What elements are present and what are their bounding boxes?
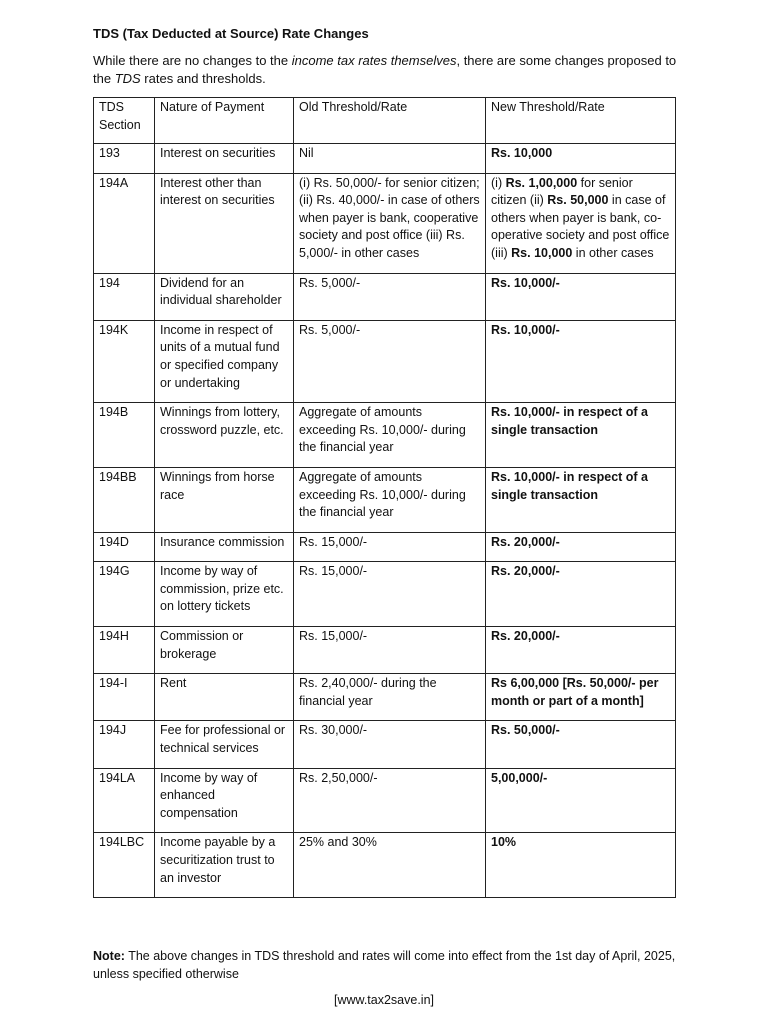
cell-new-threshold <box>486 562 676 627</box>
cell-new-threshold <box>486 674 676 721</box>
table-header-row <box>94 98 676 144</box>
table-row <box>94 320 676 402</box>
new-threshold-text: 10% <box>491 835 517 850</box>
new-threshold-text: Rs. 50,000 <box>547 193 609 208</box>
cell-nature-of-payment: Dividend for an individual shareholder <box>155 273 294 320</box>
new-threshold-text: Rs. 50,000/- <box>491 723 560 738</box>
new-threshold-text: 5,00,000/- <box>491 770 548 785</box>
table-row <box>94 721 676 768</box>
table-row <box>94 833 676 898</box>
cell-nature-of-payment: Income by way of enhanced compensation <box>155 768 294 833</box>
cell-tds-section: 194A <box>94 173 155 273</box>
table-body <box>94 144 676 898</box>
header-tds-section: TDS Section <box>94 98 155 144</box>
cell-tds-section: 193 <box>94 144 155 174</box>
table-row <box>94 403 676 468</box>
table-row <box>94 273 676 320</box>
new-threshold-text: for senior citizen (ii) <box>491 175 633 208</box>
tds-rate-table <box>93 97 676 898</box>
header-nature-of-payment: Nature of Payment <box>155 98 294 144</box>
source-link[interactable]: [www.tax2save.in] <box>333 993 435 1007</box>
new-threshold-text: Rs. 10,000 <box>511 245 573 260</box>
table-row <box>94 768 676 833</box>
intro-paragraph <box>93 52 683 87</box>
new-threshold-text: Rs. 20,000/- <box>491 564 560 579</box>
cell-tds-section: 194B <box>94 403 155 468</box>
cell-old-threshold: Aggregate of amounts exceeding Rs. 10,000/- during the financial year <box>294 403 486 468</box>
cell-nature-of-payment: Insurance commission <box>155 532 294 562</box>
new-threshold-text: Rs. 1,00,000 <box>505 175 578 190</box>
header-old-threshold: Old Threshold/Rate <box>294 98 486 144</box>
cell-old-threshold: Rs. 15,000/- <box>294 562 486 627</box>
new-threshold-text: in other cases <box>572 245 654 260</box>
cell-new-threshold <box>486 627 676 674</box>
cell-old-threshold: Rs. 30,000/- <box>294 721 486 768</box>
table-row <box>94 674 676 721</box>
cell-tds-section: 194H <box>94 627 155 674</box>
new-threshold-text: Rs. 20,000/- <box>491 534 560 549</box>
new-threshold-text: (i) <box>491 175 506 190</box>
cell-new-threshold <box>486 273 676 320</box>
cell-tds-section: 194J <box>94 721 155 768</box>
table-row <box>94 627 676 674</box>
cell-old-threshold: (i) Rs. 50,000/- for senior citizen; (ii) Rs. 40,000/- in case of others when payer is bank, cooperative society and post office (iii) Rs. 5,000/- in other cases <box>294 173 486 273</box>
intro-emphasis-1: income tax rates themselves <box>291 53 457 68</box>
cell-nature-of-payment: Income payable by a securitization trust to an investor <box>155 833 294 898</box>
intro-text-3: rates and thresholds. <box>140 70 266 86</box>
cell-nature-of-payment: Interest on securities <box>155 144 294 174</box>
new-threshold-text: Rs 6,00,000 [Rs. 50,000/- per month or part of a month] <box>491 676 659 708</box>
table-row <box>94 532 676 562</box>
cell-new-threshold <box>486 173 676 273</box>
cell-old-threshold: Rs. 15,000/- <box>294 532 486 562</box>
new-threshold-text: Rs. 10,000 <box>491 146 553 160</box>
note-text: The above changes in TDS threshold and rates will come into effect from the 1st day of April, 2025, unless specified otherwise <box>93 949 676 981</box>
cell-nature-of-payment: Income in respect of units of a mutual fund or specified company or undertaking <box>155 320 294 402</box>
cell-nature-of-payment: Winnings from horse race <box>155 467 294 532</box>
new-threshold-text: Rs. 10,000/- <box>491 275 560 290</box>
footnote <box>93 948 683 983</box>
new-threshold-text: Rs. 20,000/- <box>491 629 560 644</box>
cell-new-threshold <box>486 467 676 532</box>
cell-tds-section: 194-I <box>94 674 155 721</box>
table-row <box>94 562 676 627</box>
cell-new-threshold <box>486 403 676 468</box>
table-row <box>94 467 676 532</box>
cell-nature-of-payment: Rent <box>155 674 294 721</box>
cell-tds-section: 194BB <box>94 467 155 532</box>
new-threshold-text: Rs. 10,000/- <box>491 322 560 337</box>
new-threshold-text: Rs. 10,000/- in respect of a single transaction <box>491 405 649 437</box>
page-title: TDS (Tax Deducted at Source) Rate Changes <box>93 26 369 41</box>
cell-old-threshold: Rs. 15,000/- <box>294 627 486 674</box>
intro-emphasis-2: TDS <box>114 70 141 86</box>
cell-old-threshold: 25% and 30% <box>294 833 486 898</box>
cell-tds-section: 194K <box>94 320 155 402</box>
cell-old-threshold: Nil <box>294 144 486 174</box>
cell-old-threshold: Rs. 2,50,000/- <box>294 768 486 833</box>
cell-old-threshold: Rs. 2,40,000/- during the financial year <box>294 674 486 721</box>
cell-new-threshold <box>486 768 676 833</box>
cell-tds-section: 194G <box>94 562 155 627</box>
table-row <box>94 173 676 273</box>
cell-tds-section: 194D <box>94 532 155 562</box>
cell-nature-of-payment: Winnings from lottery, crossword puzzle, etc. <box>155 403 294 468</box>
cell-old-threshold: Rs. 5,000/- <box>294 320 486 402</box>
cell-old-threshold: Aggregate of amounts exceeding Rs. 10,000/- during the financial year <box>294 467 486 532</box>
intro-text-2: , there are some changes proposed to the <box>93 53 677 86</box>
note-label: Note: <box>93 949 125 963</box>
cell-tds-section: 194 <box>94 273 155 320</box>
new-threshold-text: in case of others when payer is bank, co-operative society and post office (iii) <box>491 193 670 260</box>
cell-tds-section: 194LBC <box>94 833 155 898</box>
cell-old-threshold: Rs. 5,000/- <box>294 273 486 320</box>
cell-new-threshold <box>486 144 676 174</box>
header-new-threshold: New Threshold/Rate <box>486 98 676 144</box>
intro-text-1: While there are no changes to the <box>93 53 292 68</box>
new-threshold-text: Rs. 10,000/- in respect of a single transaction <box>491 469 649 502</box>
cell-new-threshold <box>486 532 676 562</box>
table-row <box>94 144 676 174</box>
cell-nature-of-payment: Income by way of commission, prize etc. on lottery tickets <box>155 562 294 627</box>
cell-nature-of-payment: Interest other than interest on securities <box>155 173 294 273</box>
cell-tds-section: 194LA <box>94 768 155 833</box>
cell-new-threshold <box>486 320 676 402</box>
cell-nature-of-payment: Fee for professional or technical services <box>155 721 294 768</box>
cell-new-threshold <box>486 833 676 898</box>
cell-new-threshold <box>486 721 676 768</box>
cell-nature-of-payment: Commission or brokerage <box>155 627 294 674</box>
